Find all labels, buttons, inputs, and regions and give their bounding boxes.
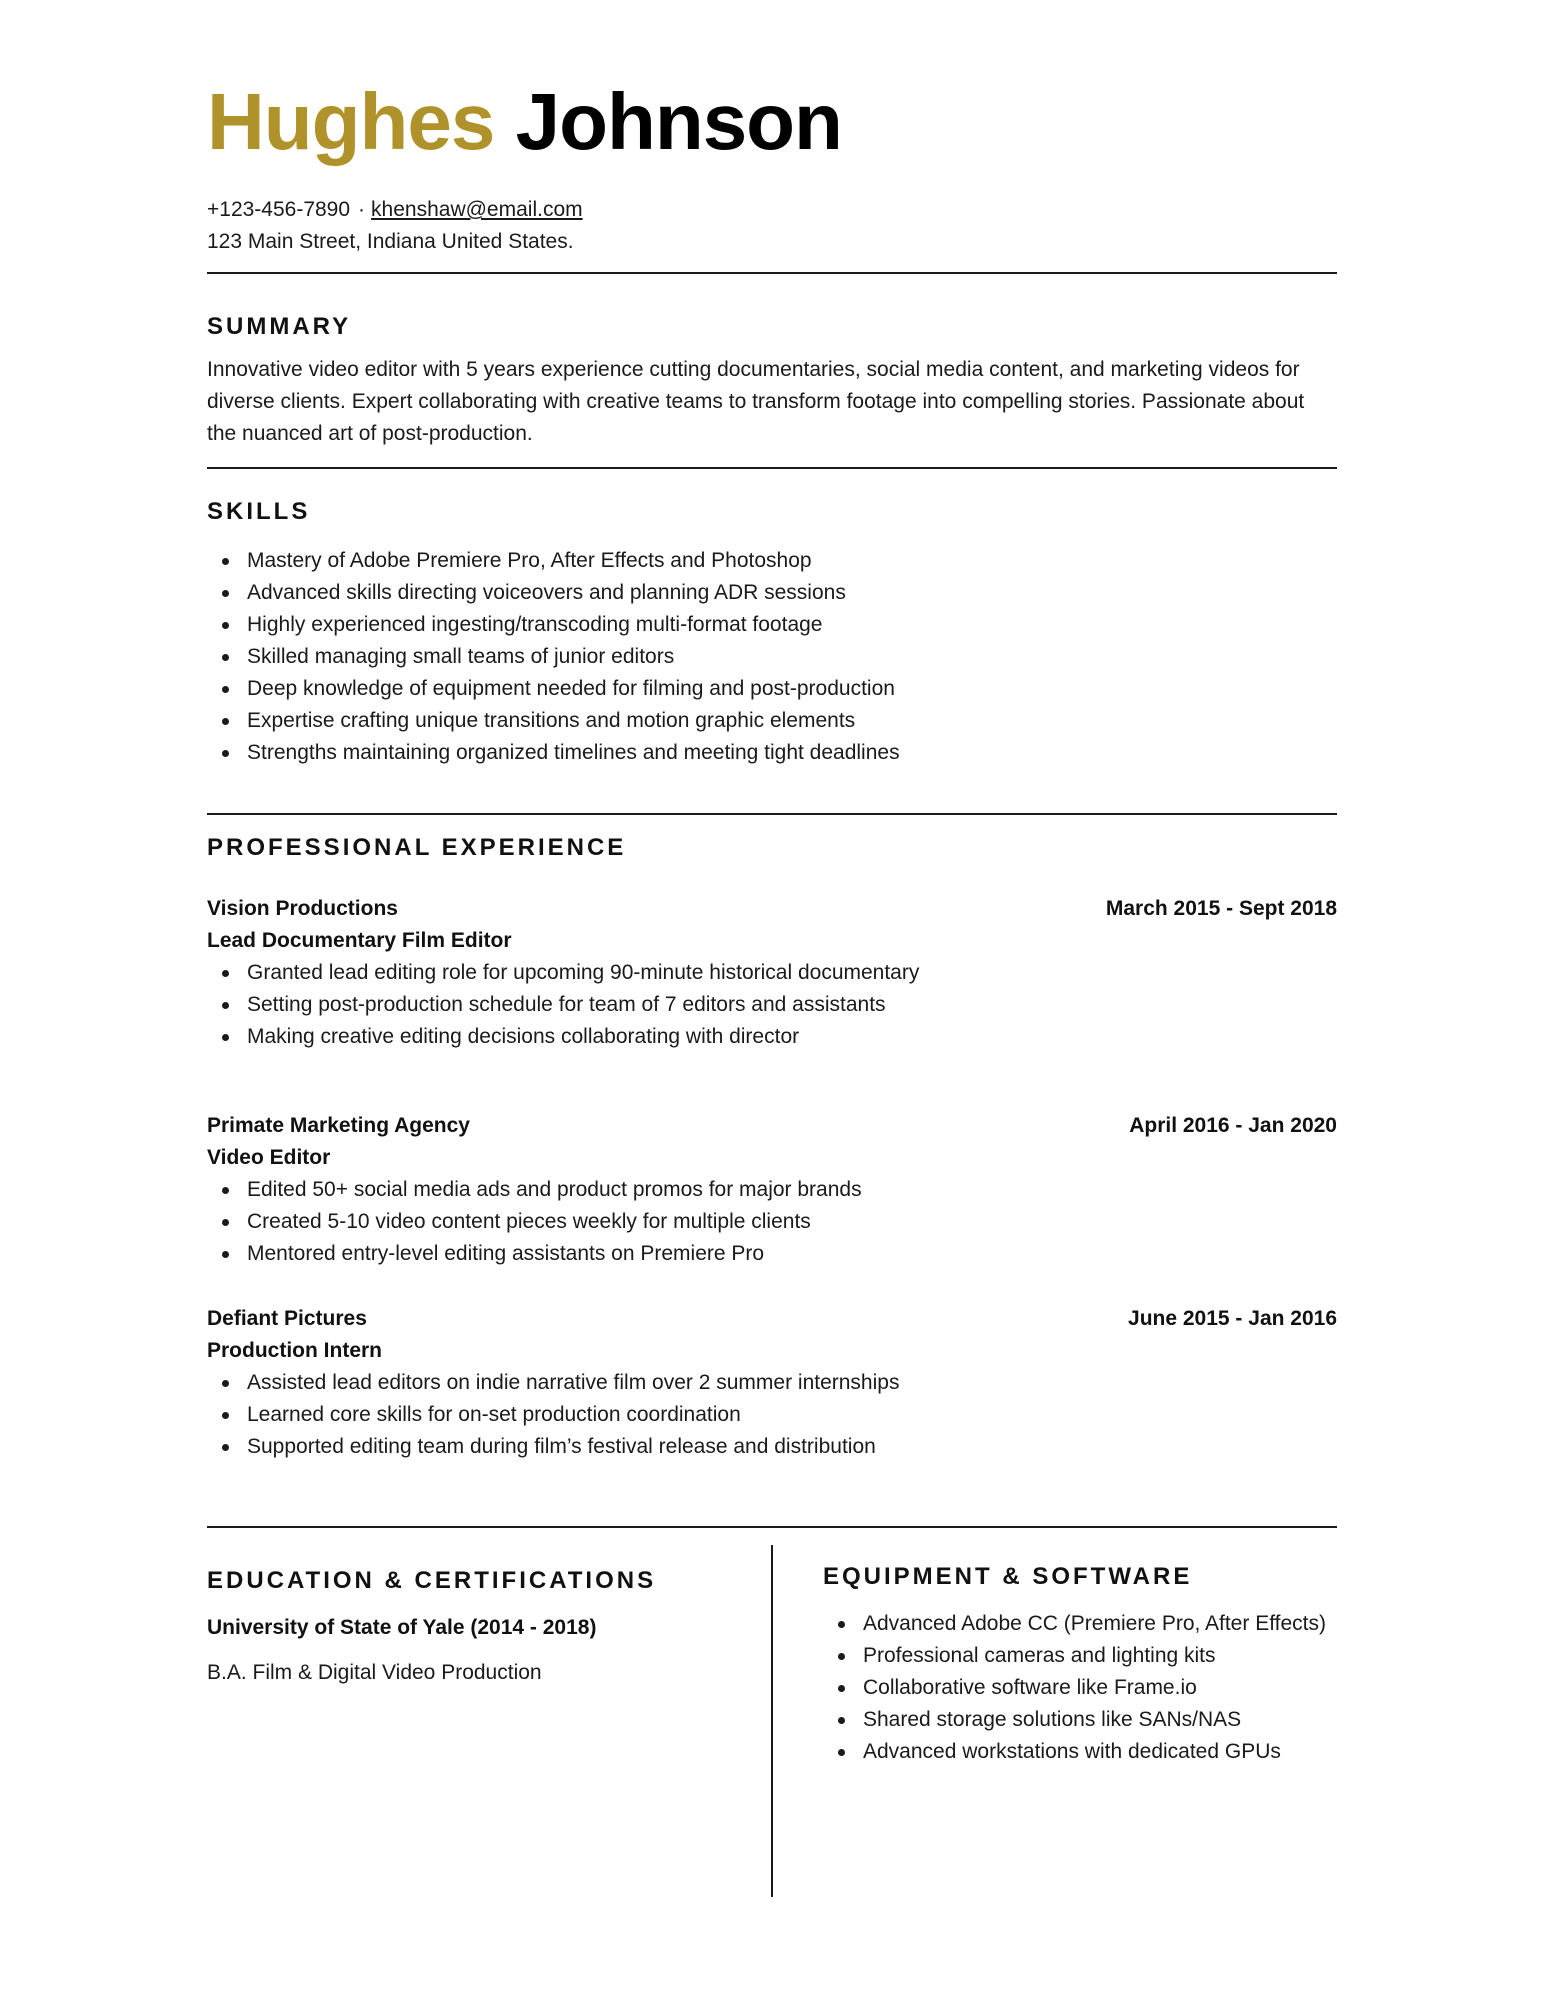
job-entry [207,893,1337,1053]
column-divider [771,1545,773,1897]
skills-list [207,545,900,769]
list-item: Edited 50+ social media ads and product promos for major brands [207,1174,1337,1206]
equipment-heading: EQUIPMENT & SOFTWARE [823,1563,1193,1590]
summary-heading: SUMMARY [207,313,352,340]
list-item: Deep knowledge of equipment needed for filming and post-production [207,673,900,705]
experience-heading: PROFESSIONAL EXPERIENCE [207,834,627,861]
list-item: Assisted lead editors on indie narrative film over 2 summer internships [207,1367,1337,1399]
job-header [207,1303,1337,1335]
contact-separator: · [358,198,366,221]
job-entry [207,1110,1337,1270]
job-bullets [207,1174,1337,1270]
summary-text: Innovative video editor with 5 years experience cutting documentaries, social media content, and marketing videos for diverse clients. Expert collaborating with creative teams to transform footage into compelling stories. Passionate about the nuanced art of post-production. [207,358,1305,445]
education-school: University of State of Yale (2014 - 2018) [207,1616,597,1639]
job-dates: March 2015 - Sept 2018 [1105,897,1337,920]
list-item: Skilled managing small teams of junior editors [207,641,900,673]
candidate-name [207,77,842,166]
company-name: Defiant Pictures [207,1307,367,1330]
list-item: Advanced Adobe CC (Premiere Pro, After Effects) [823,1608,1326,1640]
list-item: Learned core skills for on-set production coordination [207,1399,1337,1431]
divider-experience [207,1526,1337,1528]
divider-summary [207,467,1337,469]
company-name: Vision Productions [207,897,398,920]
address: 123 Main Street, Indiana United States. [207,230,574,253]
job-header [207,1110,1337,1142]
list-item: Setting post-production schedule for team of 7 editors and assistants [207,989,1337,1021]
job-title: Lead Documentary Film Editor [207,929,512,952]
list-item: Collaborative software like Frame.io [823,1672,1326,1704]
list-item: Making creative editing decisions collaborating with director [207,1021,1337,1053]
education-heading: EDUCATION & CERTIFICATIONS [207,1567,657,1594]
list-item: Strengths maintaining organized timelines and meeting tight deadlines [207,737,900,769]
contact-line-1 [207,194,583,226]
divider-skills [207,813,1337,815]
list-item: Shared storage solutions like SANs/NAS [823,1704,1326,1736]
list-item: Mastery of Adobe Premiere Pro, After Effects and Photoshop [207,545,900,577]
job-entry [207,1303,1337,1463]
contact-info [207,194,583,258]
job-bullets [207,1367,1337,1463]
list-item: Advanced workstations with dedicated GPUs [823,1736,1326,1768]
job-title: Video Editor [207,1146,331,1169]
education-degree: B.A. Film & Digital Video Production [207,1661,542,1684]
job-title: Production Intern [207,1339,382,1362]
list-item: Granted lead editing role for upcoming 90-minute historical documentary [207,957,1337,989]
phone-number: +123-456-7890 [207,198,351,221]
first-name: Hughes [207,77,495,166]
job-dates: June 2015 - Jan 2016 [1128,1307,1337,1330]
list-item: Mentored entry-level editing assistants on Premiere Pro [207,1238,1337,1270]
job-bullets [207,957,1337,1053]
skills-heading: SKILLS [207,498,311,525]
list-item: Created 5-10 video content pieces weekly for multiple clients [207,1206,1337,1238]
email-link[interactable]: khenshaw@email.com [371,198,583,221]
list-item: Professional cameras and lighting kits [823,1640,1326,1672]
divider-header [207,272,1337,274]
list-item: Expertise crafting unique transitions and motion graphic elements [207,705,900,737]
list-item: Advanced skills directing voiceovers and planning ADR sessions [207,577,900,609]
company-name: Primate Marketing Agency [207,1114,470,1137]
list-item: Supported editing team during film’s festival release and distribution [207,1431,1337,1463]
equipment-list [823,1608,1326,1768]
last-name: Johnson [515,77,842,166]
job-header [207,893,1337,925]
list-item: Highly experienced ingesting/transcoding multi-format footage [207,609,900,641]
job-dates: April 2016 - Jan 2020 [1129,1114,1337,1137]
